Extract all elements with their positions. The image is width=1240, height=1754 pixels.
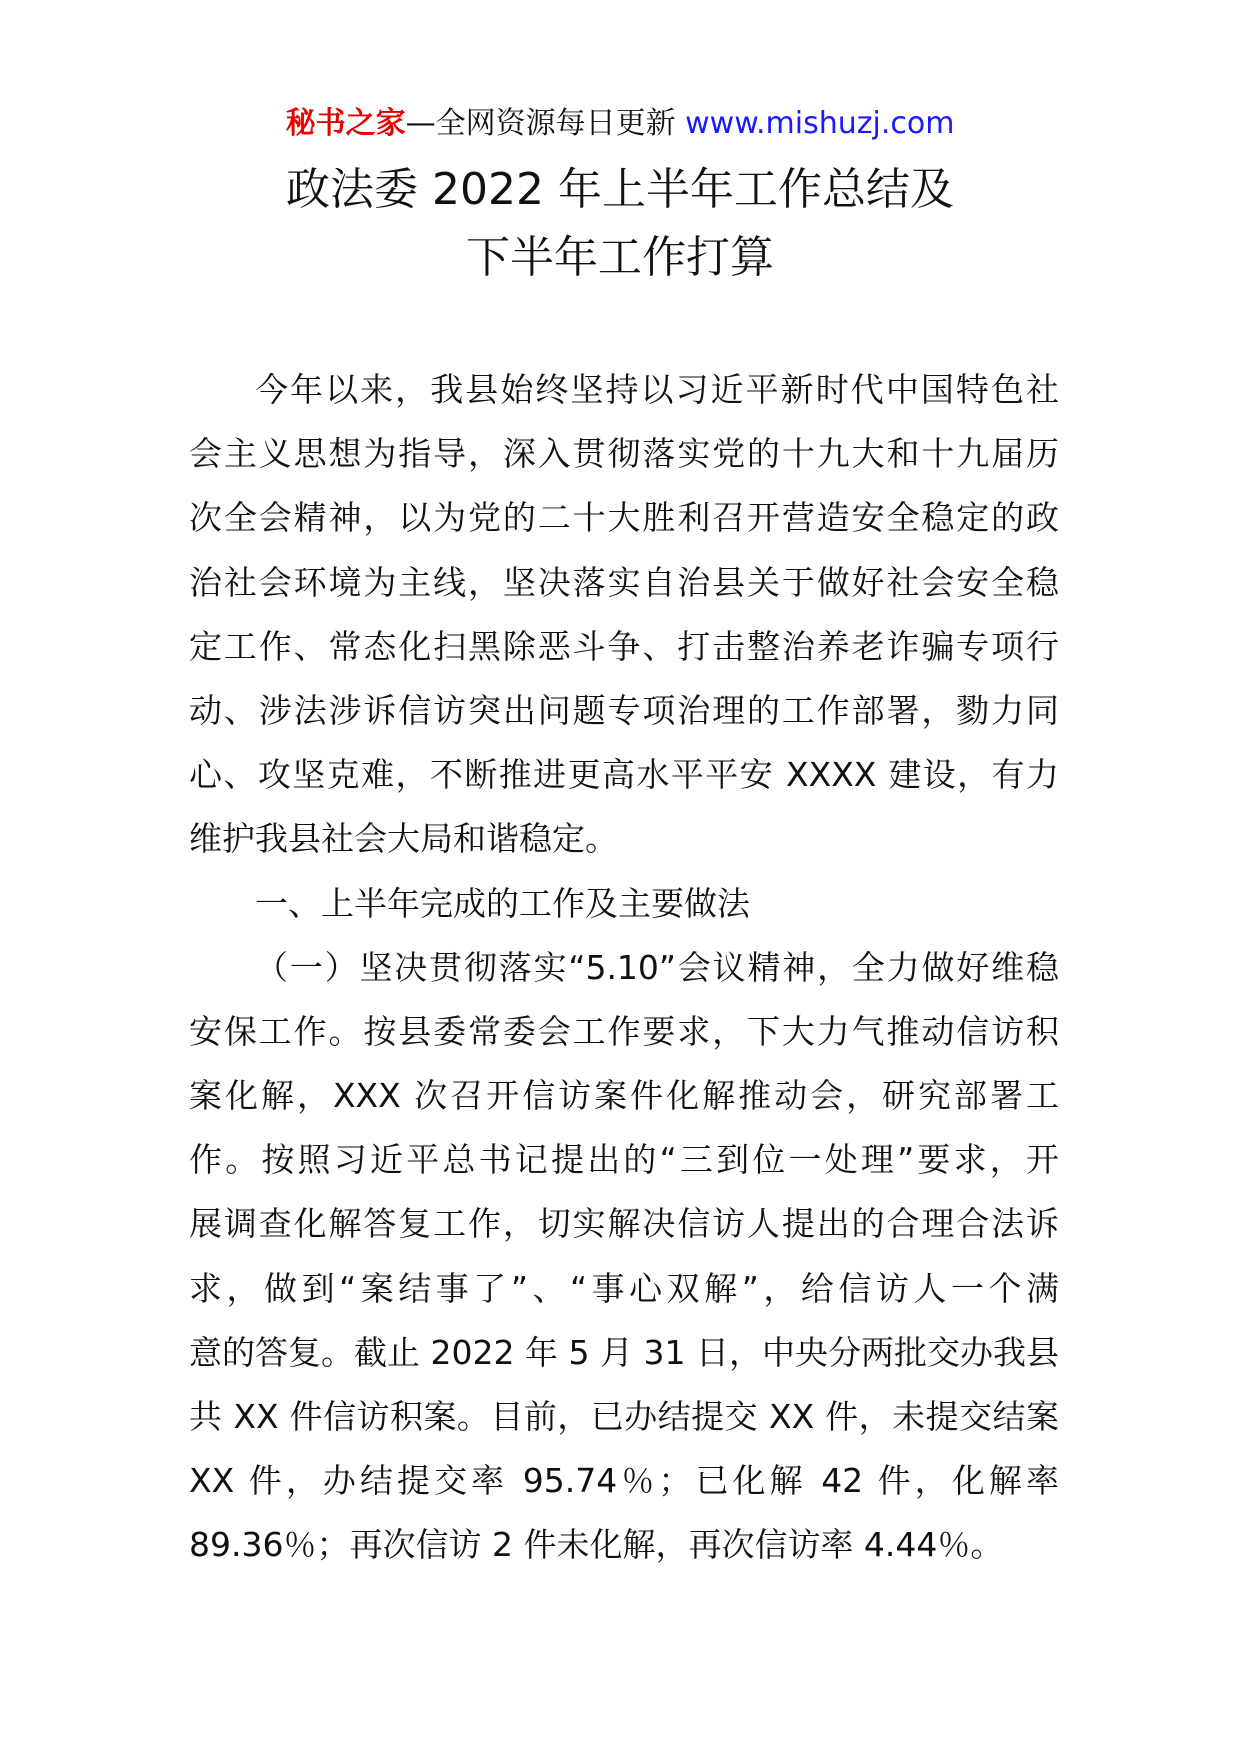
body-line: 作。按照习近平总书记提出的“三到位一处理”要求，开 xyxy=(189,1140,1059,1180)
body-line: XX 件，办结提交率 95.74％；已化解 42 件，化解率 xyxy=(189,1461,1059,1501)
body-line: 89.36％；再次信访 2 件未化解，再次信访率 4.44％。 xyxy=(189,1525,1004,1565)
body-line: 意的答复。截止 2022 年 5 月 31 日，中央分两批交办我县 xyxy=(189,1332,1059,1372)
document-body xyxy=(189,358,1059,1578)
body-line: 展调查化解答复工作，切实解决信访人提出的合理合法诉 xyxy=(189,1204,1059,1244)
body-line: 求，做到“案结事了”、“事心双解”，给信访人一个满 xyxy=(189,1268,1059,1308)
body-line: 动、涉法涉诉信访突出问题专项治理的工作部署，勠力同 xyxy=(189,690,1059,730)
body-line: 维护我县社会大局和谐稳定。 xyxy=(189,819,618,859)
subsection-heading: （一）坚决贯彻落实“5.10”会议精神，全力做好维稳 xyxy=(255,947,1059,987)
body-line: 案化解，XXX 次召开信访案件化解推动会，研究部署工 xyxy=(189,1076,1059,1116)
header-tagline: —全网资源每日更新 xyxy=(405,106,676,141)
body-line: 共 XX 件信访积案。目前，已办结提交 XX 件，未提交结案 xyxy=(189,1397,1059,1436)
body-line: 会主义思想为指导，深入贯彻落实党的十九大和十九届历 xyxy=(189,434,1059,474)
body-line: 今年以来，我县始终坚持以习近平新时代中国特色社 xyxy=(255,370,1059,409)
site-url-link[interactable]: www.mishuzj.com xyxy=(685,106,955,141)
document-title-line-2: 下半年工作打算 xyxy=(466,232,774,283)
document-title-line-1: 政法委 2022 年上半年工作总结及 xyxy=(286,164,954,215)
body-line: 定工作、常态化扫黑除恶斗争、打击整治养老诈骗专项行 xyxy=(189,626,1059,666)
site-header xyxy=(0,104,1240,144)
section-heading: 一、上半年完成的工作及主要做法 xyxy=(255,883,750,923)
brand-name: 秘书之家 xyxy=(285,106,406,141)
body-line: 心、攻坚克难，不断推进更高水平平安 XXXX 建设，有力 xyxy=(189,755,1059,795)
body-line: 治社会环境为主线，坚决落实自治县关于做好社会安全稳 xyxy=(189,562,1059,602)
body-line: 安保工作。按县委常委会工作要求，下大力气推动信访积 xyxy=(189,1011,1059,1051)
body-line: 次全会精神，以为党的二十大胜利召开营造安全稳定的政 xyxy=(189,498,1059,538)
